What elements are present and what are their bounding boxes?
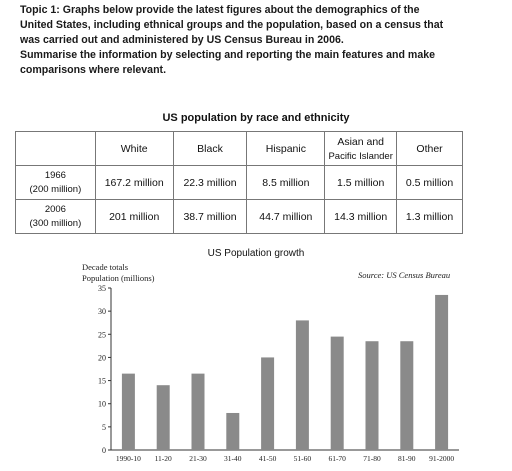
table-cell: 38.7 million [173, 200, 247, 234]
y-tick-label: 25 [98, 330, 106, 340]
x-tick-label: 71-80 [363, 454, 381, 463]
table-cell: 167.2 million [95, 166, 173, 200]
column-header-other: Other [397, 132, 463, 166]
x-tick-label: 91-2000 [429, 454, 455, 463]
column-header-white: White [95, 132, 173, 166]
y-tick-label: 35 [98, 284, 106, 293]
bar [435, 295, 448, 450]
topic-line: Topic 1: Graphs below provide the latest figures about the demographics of the [20, 4, 420, 16]
x-tick-label: 31-40 [224, 454, 242, 463]
bar [366, 341, 379, 450]
x-tick-label: 51-60 [293, 454, 312, 463]
bar [226, 413, 239, 450]
y-axis-label-line1: Decade totals [82, 262, 129, 272]
x-tick-label: 61-70 [328, 454, 346, 463]
column-header-hispanic: Hispanic [247, 132, 325, 166]
table-cell: 1.5 million [325, 166, 397, 200]
row-year: 1966 [44, 169, 66, 181]
table-cell: 22.3 million [173, 166, 247, 200]
table-cell: 8.5 million [247, 166, 325, 200]
y-tick-label: 30 [98, 307, 106, 317]
table-cell: 44.7 million [247, 200, 325, 234]
chart-title: US Population growth [207, 248, 305, 259]
table-title: US population by race and ethnicity [162, 112, 350, 124]
bar [122, 374, 135, 450]
bar [400, 341, 413, 450]
row-total: (300 million) [29, 217, 82, 229]
table-cell: 14.3 million [325, 200, 397, 234]
y-tick-label: 0 [102, 446, 106, 455]
table-cell: 201 million [95, 200, 173, 234]
column-header-asian-line1: Asian and [337, 135, 385, 148]
topic-line: Summarise the information by selecting and reporting the main features and make [20, 49, 436, 61]
row-year: 2006 [44, 203, 66, 215]
table-cell: 1.3 million [397, 200, 463, 234]
column-header-asian-line2: Pacific Islander [328, 150, 393, 162]
bar [192, 374, 205, 450]
bar [331, 337, 344, 450]
y-axis-label-line2: Population (millions) [82, 273, 155, 283]
bar [296, 320, 309, 450]
topic-line: United States, including ethnical groups and the population, based on a census that [20, 19, 444, 31]
bar [157, 385, 170, 450]
topic-line: comparisons where relevant. [20, 64, 167, 76]
chart-source: Source: US Census Bureau [358, 270, 451, 280]
column-header-black: Black [173, 132, 247, 166]
x-tick-label: 81-90 [398, 454, 416, 463]
row-total: (200 million) [29, 183, 82, 195]
y-tick-label: 5 [102, 422, 106, 432]
table-cell: 0.5 million [397, 166, 463, 200]
topic-line: was carried out and administered by US Census Bureau in 2006. [20, 34, 344, 46]
x-tick-label: 41-50 [258, 454, 277, 463]
y-tick-label: 15 [98, 376, 106, 386]
x-tick-label: 11-20 [154, 454, 172, 463]
x-tick-label: 21-30 [189, 454, 207, 463]
x-tick-label: 1990-10 [115, 454, 141, 463]
y-tick-label: 10 [98, 399, 106, 409]
y-tick-label: 20 [98, 353, 106, 363]
bar [261, 357, 274, 450]
